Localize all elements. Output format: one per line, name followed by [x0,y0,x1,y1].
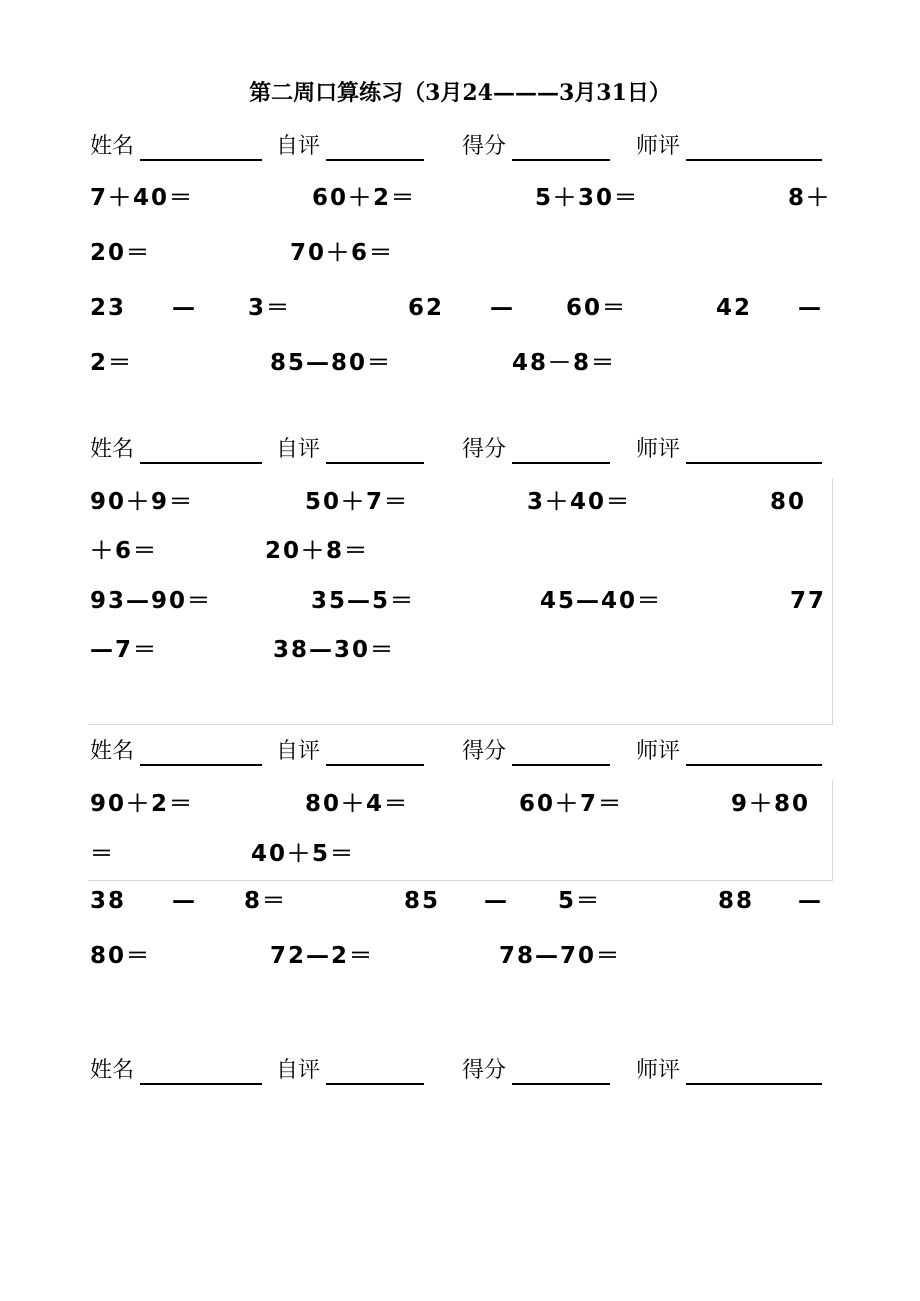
teacher-eval-field[interactable] [686,764,822,766]
problem: 20＋8＝ [265,538,370,564]
problem: 35—5＝ [311,588,416,614]
score-label: 得分 [462,437,507,462]
problem: 38—30＝ [273,637,396,663]
problem: 90＋2＝ [90,791,195,817]
score-field[interactable] [512,764,610,766]
problem: 38 [90,888,127,914]
problem: — [798,888,823,914]
problem: 23 [90,295,127,321]
problem: ＋6＝ [90,538,159,564]
problem: 77 [790,588,827,614]
problem: 5＋30＝ [535,185,640,211]
problem: 7＋40＝ [90,185,195,211]
self-eval-label: 自评 [276,739,321,764]
problem: 93—90＝ [90,588,213,614]
problem: 60＋7＝ [519,791,624,817]
self-eval-label: 自评 [276,437,321,462]
name-field[interactable] [140,764,262,766]
student-info-row [90,737,830,769]
name-label: 姓名 [90,437,135,462]
self-eval-label: 自评 [276,134,321,159]
teacher-eval-label: 师评 [636,739,681,764]
problem: 42 [716,295,753,321]
student-info-row [90,435,830,467]
problem: 78—70＝ [499,943,622,969]
problem: 5＝ [558,888,602,914]
teacher-eval-label: 师评 [636,437,681,462]
problem: 72—2＝ [270,943,375,969]
problem: 3＝ [248,295,292,321]
teacher-eval-label: 师评 [636,1058,681,1083]
teacher-eval-field[interactable] [686,1083,822,1085]
score-label: 得分 [462,739,507,764]
teacher-eval-label: 师评 [636,134,681,159]
self-eval-field[interactable] [326,462,424,464]
problem: 45—40＝ [540,588,663,614]
problem: 40＋5＝ [251,841,356,867]
score-field[interactable] [512,1083,610,1085]
problem: 20＝ [90,240,152,266]
problem: —7＝ [90,637,159,663]
name-field[interactable] [140,159,262,161]
problem: 2＝ [90,350,134,376]
score-field[interactable] [512,159,610,161]
problem: 9＋80 [731,791,811,817]
name-field[interactable] [140,1083,262,1085]
problem: 62 [408,295,445,321]
problem: — [172,295,197,321]
problem: 8＝ [244,888,288,914]
problem: 3＋40＝ [527,489,632,515]
name-label: 姓名 [90,134,135,159]
name-label: 姓名 [90,739,135,764]
problem: 70＋6＝ [290,240,395,266]
score-label: 得分 [462,1058,507,1083]
problem: 8＋ [788,185,832,211]
problem: 80＋4＝ [305,791,410,817]
self-eval-field[interactable] [326,764,424,766]
student-info-row [90,1056,830,1088]
problem: — [484,888,509,914]
score-field[interactable] [512,462,610,464]
score-label: 得分 [462,134,507,159]
problem: — [798,295,823,321]
problem: 60＋2＝ [312,185,417,211]
problem: 85 [404,888,441,914]
problem: 85—80＝ [270,350,393,376]
self-eval-label: 自评 [276,1058,321,1083]
worksheet-title: 第二周口算练习（3月24———3月31日） [249,80,671,106]
problem: ＝ [90,841,115,867]
teacher-eval-field[interactable] [686,159,822,161]
problem: 80＝ [90,943,152,969]
self-eval-field[interactable] [326,1083,424,1085]
problem: 48－8＝ [512,350,617,376]
problem: 88 [718,888,755,914]
problem: — [172,888,197,914]
student-info-row [90,132,830,164]
name-field[interactable] [140,462,262,464]
problem: — [490,295,515,321]
section-frame [88,780,833,881]
problem: 50＋7＝ [305,489,410,515]
name-label: 姓名 [90,1058,135,1083]
teacher-eval-field[interactable] [686,462,822,464]
problem: 90＋9＝ [90,489,195,515]
problem: 60＝ [566,295,628,321]
self-eval-field[interactable] [326,159,424,161]
problem: 80 [770,489,807,515]
